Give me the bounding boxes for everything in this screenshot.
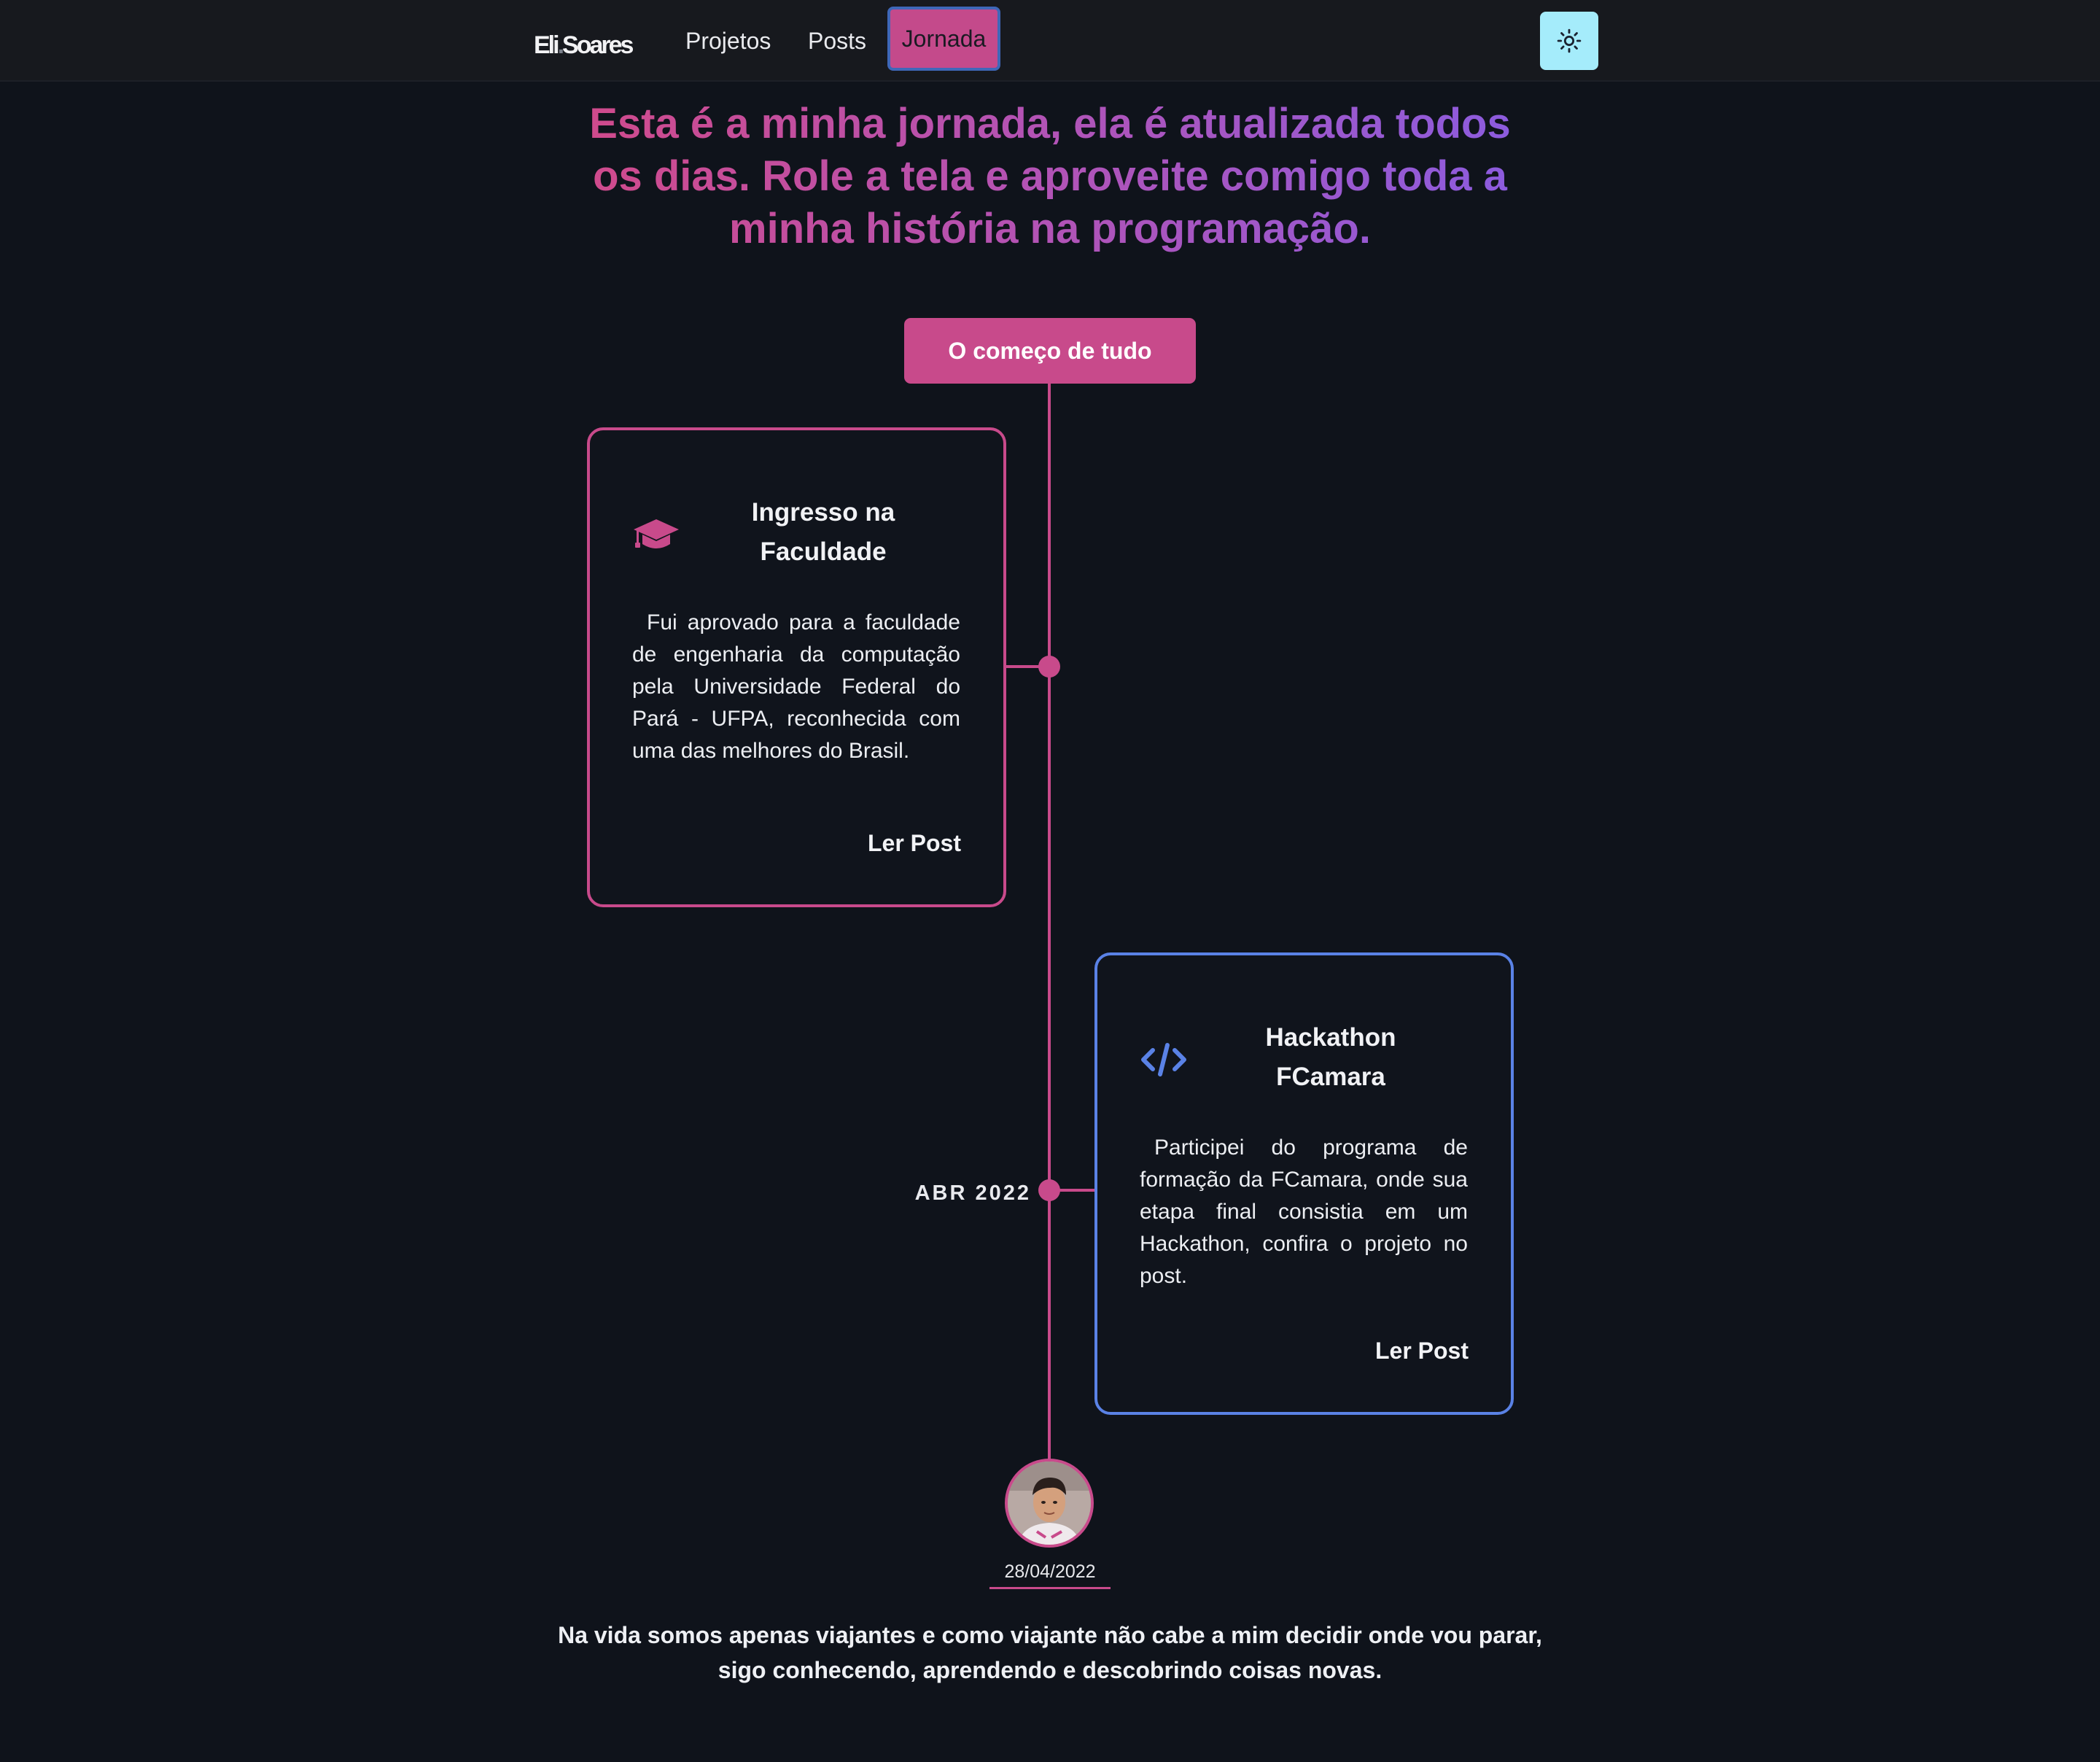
footer-date-underline: [989, 1587, 1111, 1589]
read-post-link[interactable]: Ler Post: [867, 830, 961, 856]
timeline-start-button[interactable]: O começo de tudo: [904, 318, 1196, 384]
card-title: Hackathon FCamara: [1265, 1023, 1396, 1091]
footer-quote: Na vida somos apenas viajantes e como viajante não cabe a mim decidir onde vou parar, sigo conhecendo, aprendendo e descobrindo coisas novas.: [558, 1622, 1542, 1683]
site-logo[interactable]: [534, 28, 631, 63]
navbar: [0, 0, 2100, 82]
timeline-dot: [1038, 1179, 1060, 1201]
footer-date: 28/04/2022: [1004, 1561, 1096, 1582]
timeline-date: ABR 2022: [914, 1181, 1031, 1205]
logo-last: Soares: [562, 31, 632, 59]
nav-link-posts[interactable]: Posts: [808, 28, 867, 54]
sun-icon: [1557, 28, 1582, 53]
timeline-card-faculdade: [587, 427, 1006, 907]
timeline-card-hackathon: [1094, 952, 1514, 1415]
logo-dot: .: [557, 31, 563, 59]
theme-toggle-button[interactable]: [1540, 12, 1598, 70]
code-icon: [1140, 1041, 1188, 1078]
card-title: Ingresso na Faculdade: [751, 498, 895, 566]
graduation-cap-icon: [632, 516, 680, 553]
page-headline: Esta é a minha jornada, ela é atualizada todos os dias. Role a tela e aproveite comigo toda a minha história na programação.: [561, 98, 1539, 255]
read-post-link[interactable]: Ler Post: [1374, 1338, 1469, 1364]
timeline-line: [1048, 384, 1051, 1463]
timeline-dot: [1038, 656, 1060, 678]
card-text: Fui aprovado para a faculdade de engenharia da computação pela Universidade Federal do Pará - UFPA, reconhecida com uma das melhores do Brasil.: [632, 610, 960, 763]
logo-first: Eli: [534, 31, 558, 59]
nav-link-jornada[interactable]: Jornada: [887, 7, 1000, 71]
nav-link-projetos[interactable]: Projetos: [685, 28, 771, 54]
card-text: Participei do programa de formação da FCamara, onde sua etapa final consistia em um Hackathon, confira o projeto no post.: [1140, 1136, 1468, 1288]
avatar: [1005, 1459, 1094, 1548]
